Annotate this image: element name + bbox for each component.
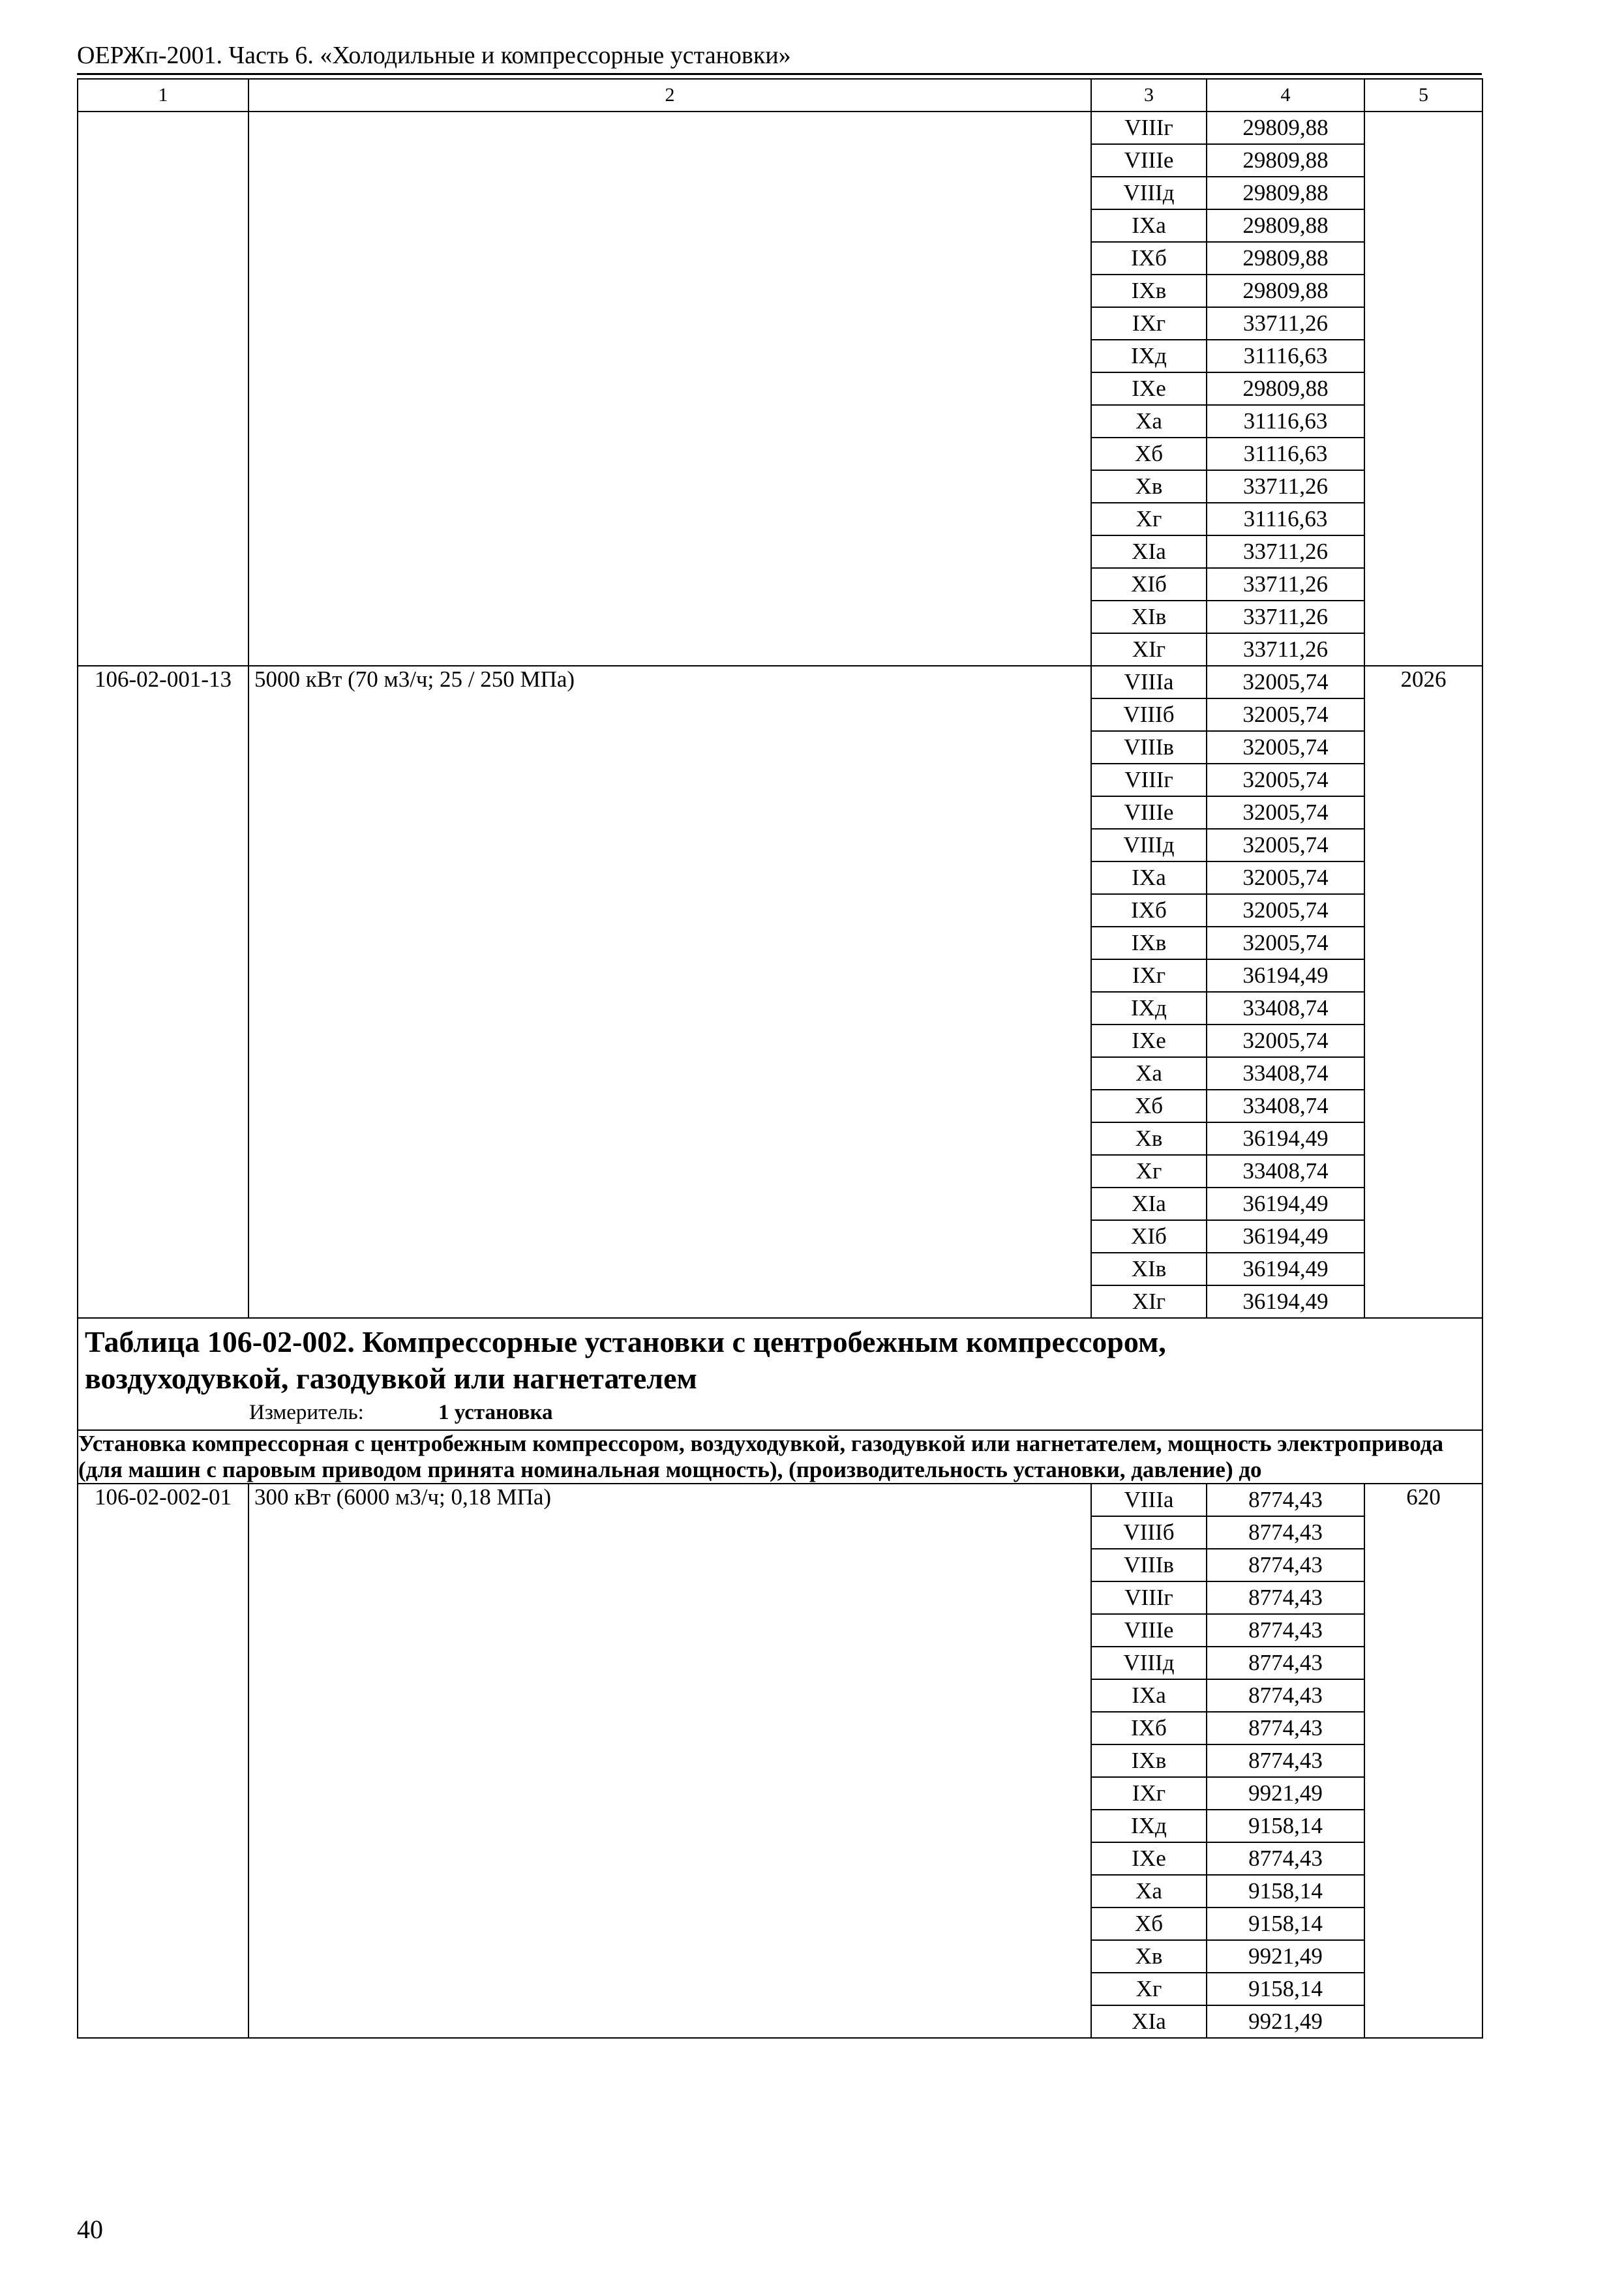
zone-cell: Xг [1091,1155,1207,1188]
price-cell: 32005,74 [1207,861,1364,894]
zone-cell: Xг [1091,503,1207,535]
zone-cell: Xа [1091,405,1207,438]
zone-cell: IXг [1091,307,1207,340]
table-row [78,666,1482,698]
price-cell: 33711,26 [1207,535,1364,568]
price-cell: 32005,74 [1207,796,1364,829]
price-cell: 33408,74 [1207,1090,1364,1122]
zone-cell: Xа [1091,1057,1207,1090]
zone-cell: XIб [1091,1220,1207,1253]
zone-cell: VIIIв [1091,731,1207,764]
price-cell: 33408,74 [1207,992,1364,1025]
price-cell: 8774,43 [1207,1484,1364,1516]
price-cell: 33711,26 [1207,307,1364,340]
section-title-row [78,1318,1482,1430]
price-cell: 9158,14 [1207,1810,1364,1842]
price-cell: 33408,74 [1207,1057,1364,1090]
zone-cell: XIа [1091,2005,1207,2038]
price-cell: 36194,49 [1207,1188,1364,1220]
price-cell: 33711,26 [1207,601,1364,633]
zone-cell: Xа [1091,1875,1207,1908]
zone-cell: IXг [1091,959,1207,992]
table-title [78,1319,1482,1397]
price-cell: 8774,43 [1207,1549,1364,1581]
zone-cell: IXе [1091,372,1207,405]
zone-cell: Xв [1091,1940,1207,1973]
zone-cell: XIб [1091,568,1207,601]
zone-cell: VIIIд [1091,829,1207,861]
column-number: 2 [248,79,1091,112]
price-cell: 32005,74 [1207,698,1364,731]
col5-cell [1364,112,1482,666]
price-cell: 29809,88 [1207,372,1364,405]
zone-cell: Xв [1091,470,1207,503]
zone-cell: IXг [1091,1777,1207,1810]
entry-description: 300 кВт (6000 м3/ч; 0,18 МПа) [248,1484,1091,2038]
zone-cell: VIIIг [1091,112,1207,144]
zone-cell: IXб [1091,1712,1207,1744]
entry-code [78,112,248,666]
price-cell: 33711,26 [1207,568,1364,601]
zone-cell: IXб [1091,894,1207,927]
zone-cell: Xг [1091,1973,1207,2005]
price-cell: 8774,43 [1207,1614,1364,1647]
zone-cell: VIIIв [1091,1549,1207,1581]
price-cell: 8774,43 [1207,1516,1364,1549]
price-cell: 33408,74 [1207,1155,1364,1188]
price-cell: 29809,88 [1207,242,1364,275]
zone-cell: XIв [1091,601,1207,633]
price-cell: 8774,43 [1207,1679,1364,1712]
price-cell: 36194,49 [1207,959,1364,992]
entry-description: 5000 кВт (70 м3/ч; 25 / 250 МПа) [248,666,1091,1318]
zone-cell: VIIIе [1091,144,1207,177]
zone-cell: IXд [1091,992,1207,1025]
price-cell: 32005,74 [1207,666,1364,698]
table-row [78,1484,1482,1516]
zone-cell: IXа [1091,861,1207,894]
price-cell: 31116,63 [1207,503,1364,535]
zone-cell: IXа [1091,1679,1207,1712]
price-cell: 33711,26 [1207,470,1364,503]
price-cell: 8774,43 [1207,1744,1364,1777]
header-rule [77,73,1482,75]
zone-cell: IXб [1091,242,1207,275]
table-title-line-2: воздуходувкой, газодувкой или нагнетателем [85,1362,697,1395]
zone-cell: IXв [1091,1744,1207,1777]
price-cell: 29809,88 [1207,275,1364,307]
zone-cell: VIIIе [1091,796,1207,829]
price-cell: 8774,43 [1207,1581,1364,1614]
zone-cell: VIIIд [1091,177,1207,209]
price-cell: 8774,43 [1207,1842,1364,1875]
zone-cell: IXд [1091,1810,1207,1842]
price-cell: 9921,49 [1207,2005,1364,2038]
price-cell: 36194,49 [1207,1253,1364,1285]
zone-cell: VIIIг [1091,1581,1207,1614]
price-cell: 33711,26 [1207,633,1364,666]
column-number-row [78,79,1482,112]
zone-cell: XIг [1091,1285,1207,1318]
price-cell: 8774,43 [1207,1712,1364,1744]
price-cell: 9921,49 [1207,1777,1364,1810]
meter-value: 1 установка [438,1401,553,1424]
price-cell: 31116,63 [1207,438,1364,470]
price-cell: 32005,74 [1207,764,1364,796]
zone-cell: IXд [1091,340,1207,372]
price-cell: 8774,43 [1207,1647,1364,1679]
price-cell: 36194,49 [1207,1285,1364,1318]
price-cell: 9158,14 [1207,1973,1364,2005]
zone-cell: VIIIе [1091,1614,1207,1647]
group-description: Установка компрессорная с центробежным компрессором, воздуходувкой, газодувкой или нагнетателем, мощность электропривода (для машин с паровым приводом принята номинальная мощность), (производительность установки, давление) до [78,1430,1482,1484]
col5-cell: 2026 [1364,666,1482,1318]
price-cell: 31116,63 [1207,405,1364,438]
column-number: 4 [1207,79,1364,112]
page-number: 40 [77,2215,103,2244]
meter-label: Измеритель: [249,1401,364,1424]
zone-cell: VIIIб [1091,1516,1207,1549]
price-cell: 32005,74 [1207,894,1364,927]
zone-cell: XIа [1091,1188,1207,1220]
zone-cell: XIв [1091,1253,1207,1285]
price-cell: 31116,63 [1207,340,1364,372]
price-cell: 9158,14 [1207,1875,1364,1908]
table-row [78,112,1482,144]
price-cell: 32005,74 [1207,927,1364,959]
zone-cell: VIIIд [1091,1647,1207,1679]
price-cell: 9158,14 [1207,1908,1364,1940]
column-number: 3 [1091,79,1207,112]
zone-cell: VIIIг [1091,764,1207,796]
zone-cell: Xб [1091,1090,1207,1122]
zone-cell: Xб [1091,1908,1207,1940]
price-cell: 32005,74 [1207,829,1364,861]
price-cell: 32005,74 [1207,731,1364,764]
table-title-line-1: Таблица 106-02-002. Компрессорные установки с центробежным компрессором, [85,1325,1166,1358]
zone-cell: VIIIа [1091,666,1207,698]
column-number: 5 [1364,79,1482,112]
price-cell: 29809,88 [1207,144,1364,177]
col5-cell: 620 [1364,1484,1482,2038]
zone-cell: IXе [1091,1025,1207,1057]
zone-cell: VIIIб [1091,698,1207,731]
price-cell: 29809,88 [1207,112,1364,144]
price-cell: 29809,88 [1207,209,1364,242]
page-header: ОЕРЖп-2001. Часть 6. «Холодильные и компрессорные установки» [77,42,791,69]
zone-cell: Xб [1091,438,1207,470]
zone-cell: VIIIа [1091,1484,1207,1516]
zone-cell: XIа [1091,535,1207,568]
entry-code: 106-02-001-13 [78,666,248,1318]
price-cell: 32005,74 [1207,1025,1364,1057]
entry-description [248,112,1091,666]
zone-cell: IXа [1091,209,1207,242]
price-cell: 36194,49 [1207,1220,1364,1253]
meter-line [78,1397,1482,1429]
entry-code: 106-02-002-01 [78,1484,248,2038]
section-title-cell [78,1318,1482,1430]
group-description-row [78,1430,1482,1484]
zone-cell: Xв [1091,1122,1207,1155]
price-cell: 29809,88 [1207,177,1364,209]
price-cell: 36194,49 [1207,1122,1364,1155]
zone-cell: IXв [1091,275,1207,307]
column-number: 1 [78,79,248,112]
price-cell: 9921,49 [1207,1940,1364,1973]
zone-cell: IXв [1091,927,1207,959]
zone-cell: XIг [1091,633,1207,666]
price-table [77,78,1483,2039]
zone-cell: IXе [1091,1842,1207,1875]
